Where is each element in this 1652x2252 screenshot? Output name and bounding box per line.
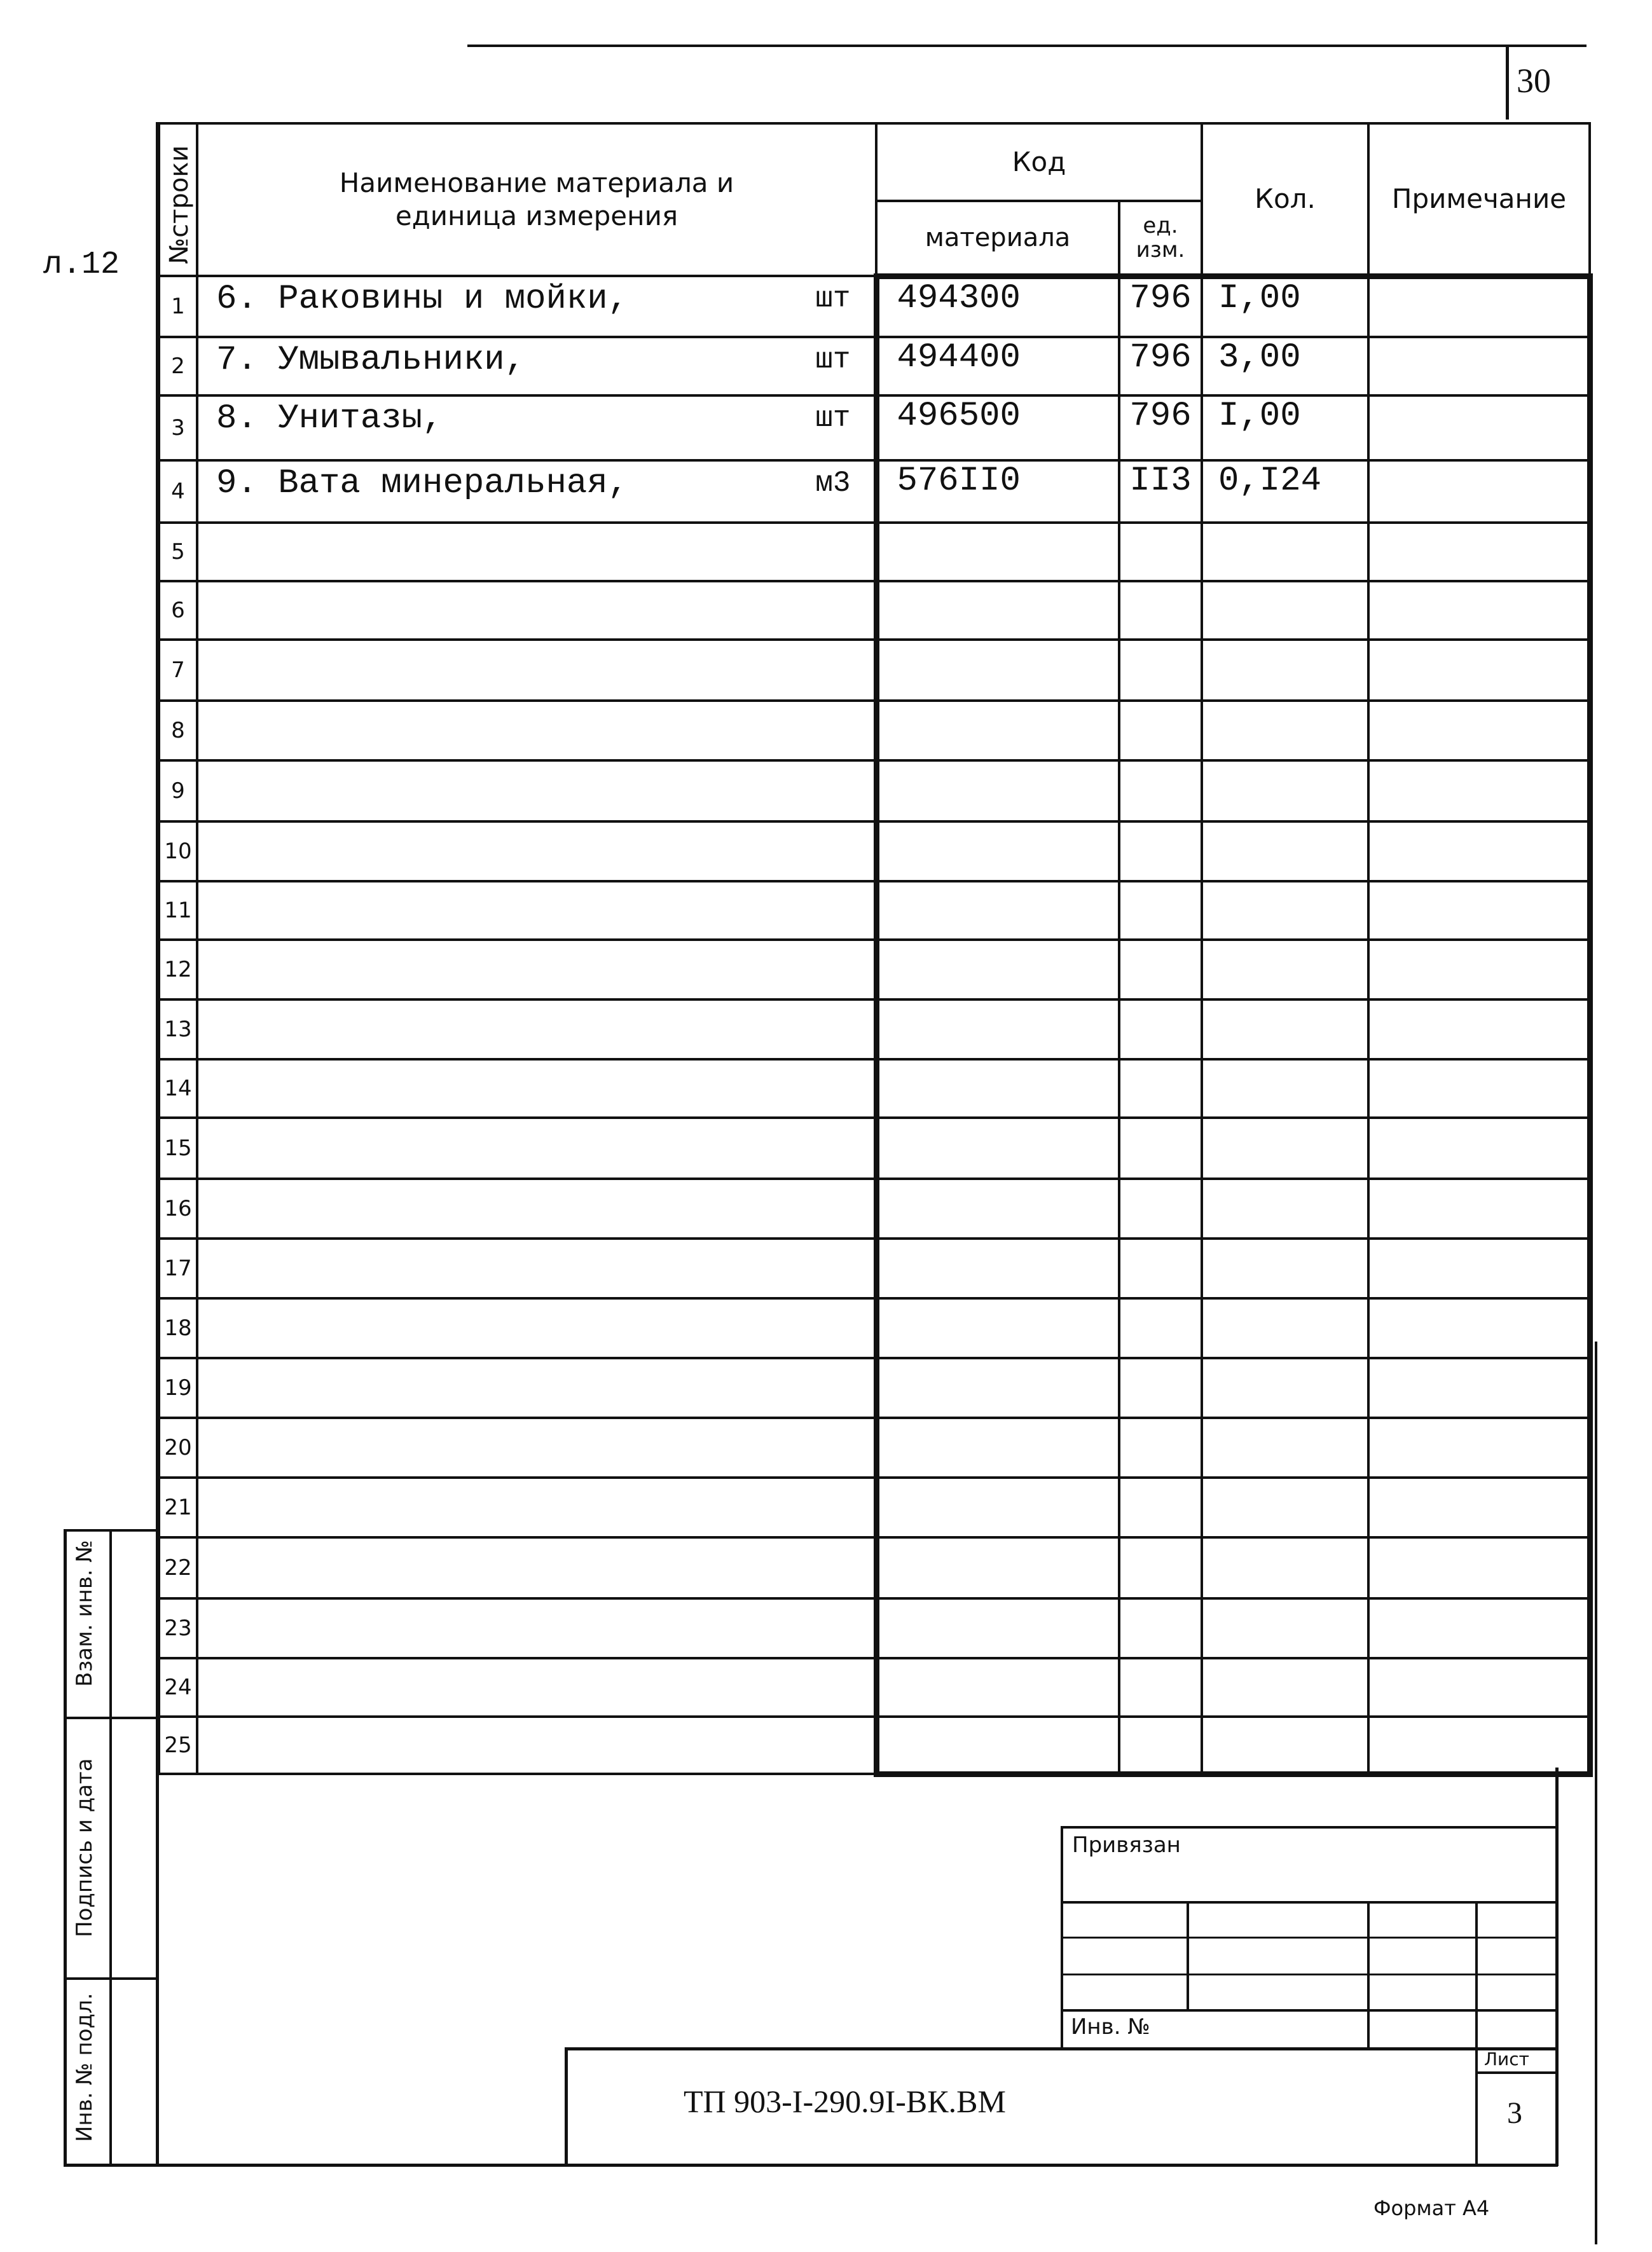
row-quantity [1202,1179,1368,1239]
row-material-name [197,640,876,701]
row-number: 13 [159,999,197,1059]
row-material-code [876,581,1119,640]
table-row [159,1179,1590,1239]
row-material-name-text: 9. Вата минеральная, [216,464,629,503]
row-material-code: 494300 [876,276,1119,337]
page-number-box-left [1506,45,1509,120]
row-quantity [1202,1658,1368,1717]
row-note [1368,760,1590,821]
row-unit-code: II3 [1119,460,1202,523]
side-strip-left [64,1529,67,2166]
row-material-name [197,821,876,881]
row-number: 15 [159,1118,197,1179]
row-material-name [197,581,876,640]
side-strip-div2 [64,1977,158,1980]
table-row [159,1478,1590,1537]
stamp-row2 [1061,1937,1557,1939]
row-note [1368,881,1590,940]
row-material-code [876,1418,1119,1478]
row-material-name-text: 7. Умывальники, [216,341,526,380]
table-row [159,337,1590,395]
row-number: 14 [159,1059,197,1118]
row-number: 20 [159,1418,197,1478]
header-row-number [159,123,197,276]
row-material-name [197,523,876,581]
row-quantity [1202,940,1368,999]
row-note [1368,1418,1590,1478]
row-material-name [197,395,876,460]
row-unit-code [1119,581,1202,640]
row-unit-code [1119,1658,1202,1717]
row-note [1368,1179,1590,1239]
row-note [1368,1358,1590,1418]
row-number: 8 [159,701,197,760]
row-material-name [197,1478,876,1537]
row-quantity [1202,1118,1368,1179]
row-quantity [1202,581,1368,640]
row-material-code [876,940,1119,999]
row-material-code: 496500 [876,395,1119,460]
table-row [159,940,1590,999]
materials-table [158,122,1593,1777]
table-row [159,821,1590,881]
side-label-inv-podl: Инв. № подл. [72,1993,97,2142]
stamp-col1 [1187,1901,1189,2009]
table-body [159,276,1590,1774]
row-number: 2 [159,337,197,395]
row-material-code [876,1478,1119,1537]
row-number: 6 [159,581,197,640]
row-unit-code [1119,1717,1202,1774]
row-note [1368,1239,1590,1298]
header-material-name-label: Наименование материала и единица измерения [339,167,734,231]
row-quantity [1202,881,1368,940]
row-number: 4 [159,460,197,523]
table-row [159,460,1590,523]
row-material-name [197,999,876,1059]
row-unit-code [1119,1118,1202,1179]
row-unit-code [1119,1537,1202,1598]
row-material-code [876,881,1119,940]
frame-bottom [64,2164,1558,2167]
row-unit-code [1119,1179,1202,1239]
row-note [1368,821,1590,881]
row-unit-code: 796 [1119,276,1202,337]
row-number: 19 [159,1358,197,1418]
row-material-code [876,1537,1119,1598]
row-material-name [197,1179,876,1239]
row-note [1368,701,1590,760]
row-note [1368,999,1590,1059]
row-unit-code [1119,821,1202,881]
doc-code: ТП 903-I-290.9I-ВК.ВМ [684,2084,1006,2119]
table-row [159,1239,1590,1298]
row-note [1368,276,1590,337]
row-note [1368,337,1590,395]
row-material-name [197,1537,876,1598]
row-number: 9 [159,760,197,821]
row-number: 22 [159,1537,197,1598]
table-row [159,523,1590,581]
row-material-code [876,1118,1119,1179]
row-number: 25 [159,1717,197,1774]
row-unit-code [1119,701,1202,760]
row-number: 16 [159,1179,197,1239]
row-number: 5 [159,523,197,581]
sheet-number: 3 [1507,2096,1522,2130]
table-row [159,1118,1590,1179]
row-note [1368,1298,1590,1358]
row-material-name [197,1298,876,1358]
row-quantity [1202,1717,1368,1774]
header-material-code: материала [876,201,1119,276]
row-quantity [1202,1059,1368,1118]
stamp-row4 [1061,2009,1557,2012]
row-material-code [876,701,1119,760]
row-unit-code [1119,881,1202,940]
side-label-vzam-inv: Взам. инв. № [72,1540,97,1687]
row-quantity [1202,1298,1368,1358]
table-row [159,1059,1590,1118]
row-material-name [197,1658,876,1717]
frame-left [156,122,159,2166]
row-number: 21 [159,1478,197,1537]
row-quantity [1202,999,1368,1059]
row-material-name [197,1598,876,1658]
header-unit-code: ед. изм. [1119,201,1202,276]
row-unit-code [1119,1059,1202,1118]
stamp-top [1061,1826,1557,1829]
row-note [1368,1598,1590,1658]
row-material-name [197,701,876,760]
stamp-inv-no: Инв. № [1071,2014,1150,2040]
side-strip-top [64,1529,158,1532]
row-unit-code [1119,1358,1202,1418]
row-unit-text: шт [815,282,851,315]
row-number: 23 [159,1598,197,1658]
row-quantity: I,00 [1202,276,1368,337]
row-note [1368,1537,1590,1598]
row-quantity [1202,523,1368,581]
table-row [159,395,1590,460]
row-material-code [876,523,1119,581]
row-number: 18 [159,1298,197,1358]
row-quantity [1202,1537,1368,1598]
row-quantity: 0,I24 [1202,460,1368,523]
row-material-name-text: 6. Раковины и мойки, [216,280,629,319]
row-material-name [197,1059,876,1118]
row-number: 10 [159,821,197,881]
row-number: 3 [159,395,197,460]
row-unit-code [1119,1298,1202,1358]
doc-frame-top [566,2047,1558,2050]
table-row [159,1418,1590,1478]
table-row [159,999,1590,1059]
row-material-name [197,1239,876,1298]
row-material-name [197,1717,876,1774]
row-material-name [197,940,876,999]
row-material-code [876,999,1119,1059]
row-note [1368,1059,1590,1118]
row-material-code [876,1717,1119,1774]
row-note [1368,1118,1590,1179]
row-unit-code [1119,760,1202,821]
sheet-label: Лист [1484,2049,1529,2070]
row-number: 1 [159,276,197,337]
row-unit-text: шт [815,343,851,376]
row-unit-code [1119,1478,1202,1537]
row-quantity [1202,1358,1368,1418]
top-rule [467,45,1587,47]
row-note [1368,1717,1590,1774]
row-material-name [197,337,876,395]
table-row [159,1298,1590,1358]
table-row [159,760,1590,821]
row-material-name [197,881,876,940]
page-number: 30 [1517,62,1551,100]
row-unit-text: шт [815,402,851,435]
sheet-reference: л.12 [43,247,120,283]
table-row [159,1658,1590,1717]
row-note [1368,1658,1590,1717]
row-material-name [197,276,876,337]
row-quantity [1202,1478,1368,1537]
header-material-name [197,123,876,276]
stamp-col2 [1367,1901,1370,2047]
row-material-name [197,460,876,523]
row-material-code: 494400 [876,337,1119,395]
row-quantity [1202,1239,1368,1298]
row-quantity [1202,1418,1368,1478]
row-unit-code [1119,1598,1202,1658]
side-strip-div1 [64,1717,158,1719]
row-material-name-text: 8. Унитазы, [216,399,443,438]
doc-frame-sheet-div [1475,2071,1557,2074]
header-row-number-label: №строки [165,145,194,264]
table-row [159,1598,1590,1658]
row-unit-code [1119,523,1202,581]
table-row [159,1717,1590,1774]
row-note [1368,523,1590,581]
row-material-code [876,1598,1119,1658]
row-quantity [1202,701,1368,760]
row-material-code [876,821,1119,881]
frame-right-far [1595,1342,1597,2244]
stamp-col3 [1475,1901,1478,2165]
table-row [159,1358,1590,1418]
row-material-code [876,1658,1119,1717]
doc-frame-left [565,2047,568,2166]
row-quantity: I,00 [1202,395,1368,460]
header-note: Примечание [1368,123,1590,276]
side-strip-inner [109,1529,112,2166]
row-unit-code: 796 [1119,395,1202,460]
row-quantity [1202,1598,1368,1658]
row-material-code [876,1059,1119,1118]
row-unit-text: м3 [815,467,851,500]
row-material-name [197,1358,876,1418]
table-row [159,581,1590,640]
row-quantity [1202,640,1368,701]
row-note [1368,581,1590,640]
row-material-code [876,1179,1119,1239]
row-material-name [197,760,876,821]
row-quantity: 3,00 [1202,337,1368,395]
table-row [159,701,1590,760]
row-unit-code: 796 [1119,337,1202,395]
table-row [159,276,1590,337]
table-row [159,640,1590,701]
row-material-code [876,1239,1119,1298]
header-quantity: Кол. [1202,123,1368,276]
row-material-name [197,1418,876,1478]
row-material-code [876,640,1119,701]
row-unit-code [1119,1418,1202,1478]
row-material-name [197,1118,876,1179]
row-quantity [1202,760,1368,821]
row-unit-code [1119,640,1202,701]
row-unit-code [1119,1239,1202,1298]
row-note [1368,940,1590,999]
row-number: 11 [159,881,197,940]
row-note [1368,460,1590,523]
row-note [1368,395,1590,460]
table-row [159,1537,1590,1598]
row-note [1368,640,1590,701]
row-quantity [1202,821,1368,881]
row-number: 7 [159,640,197,701]
row-material-code: 576II0 [876,460,1119,523]
row-number: 12 [159,940,197,999]
table-row [159,881,1590,940]
side-label-sign-date: Подпись и дата [72,1758,97,1937]
stamp-row1 [1061,1901,1557,1904]
row-number: 17 [159,1239,197,1298]
row-material-code [876,1298,1119,1358]
stamp-row3 [1061,1974,1557,1975]
stamp-bound-to: Привязан [1072,1832,1181,1858]
row-unit-code [1119,940,1202,999]
row-material-code [876,1358,1119,1418]
row-material-code [876,760,1119,821]
row-note [1368,1478,1590,1537]
format-label: Формат А4 [1373,2196,1490,2220]
header-code: Код [876,123,1202,201]
row-number: 24 [159,1658,197,1717]
row-unit-code [1119,999,1202,1059]
